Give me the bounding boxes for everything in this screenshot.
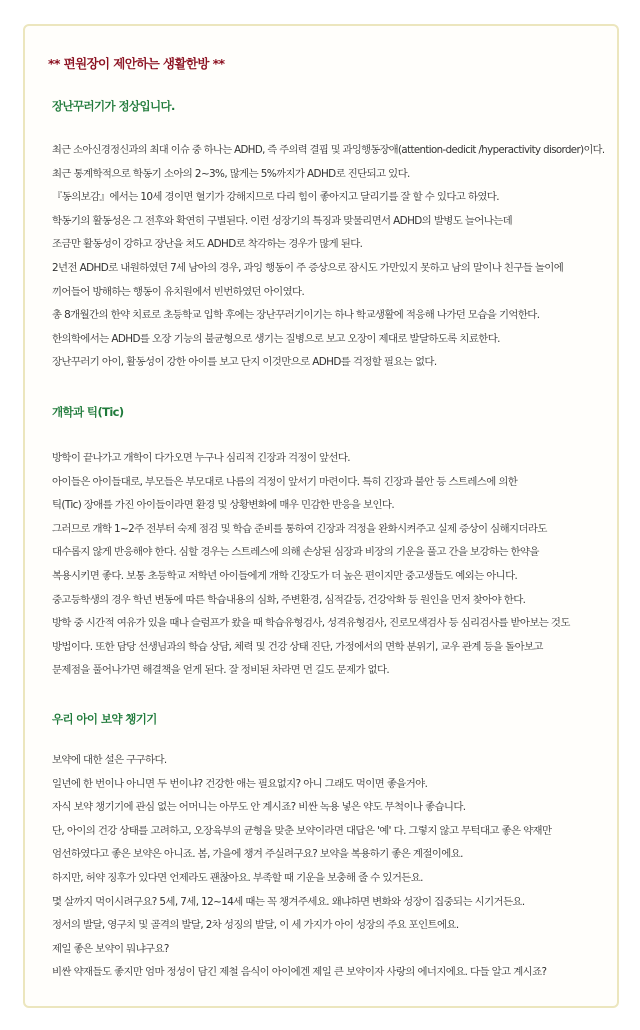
text-line: 조금만 활동성이 강하고 장난을 쳐도 ADHD로 착각하는 경우가 많게 된다. [52,238,363,251]
section-heading-tic: 개학과 틱(Tic) [52,405,124,419]
text-line: 중고등학생의 경우 학년 변동에 따른 학습내용의 심화, 주변환경, 심적갈등, 건강악화 등 원인을 먼저 찾아야 한다. [52,593,526,606]
section-body-adhd [52,139,612,375]
text-line: 총 8개월간의 한약 치료로 초등학교 입학 후에는 장난꾸러기이기는 하나 학교생활에 적응해 나가던 모습을 기억한다. [52,309,540,322]
text-line: 복용시키면 좋다. 보통 초등학교 저학년 아이들에게 개학 긴장도가 더 높은 편이지만 중고생들도 예외는 아니다. [52,569,518,582]
text-line: 제일 좋은 보약이 뭐냐구요? [52,942,169,955]
text-line: 학동기의 활동성은 그 전후와 확연히 구별된다. 이런 성장기의 특징과 맞물리면서 ADHD의 발병도 늘어나는데 [52,214,513,227]
text-line: 정서의 발달, 영구치 및 골격의 발달, 2차 성징의 발달, 이 세 가지가 아이 성장의 주요 포인트에요. [52,919,459,932]
text-line: 아이들은 아이들대로, 부모들은 부모대로 나름의 걱정이 앞서기 마련이다. 특히 긴장과 불안 등 스트레스에 의한 [52,475,518,488]
text-line: 틱(Tic) 장애를 가진 아이들이라면 환경 및 상황변화에 매우 민감한 반응을 보인다. [52,499,395,512]
section-body-tic [52,447,612,683]
text-line: 자식 보약 챙기기에 관심 없는 어머니는 아무도 안 계시죠? 비싼 녹용 넣은 약도 무척이나 좋습니다. [52,801,466,814]
text-line: 방학이 끝나가고 개학이 다가오면 누구나 심리적 긴장과 걱정이 앞선다. [52,452,351,464]
section-heading-tonic: 우리 아이 보약 챙기기 [52,712,157,726]
text-line: 단, 아이의 건강 상태를 고려하고, 오장육부의 균형을 맞춘 보약이라면 대답은 '예' 다. 그렇지 않고 무턱대고 좋은 약재만 [52,824,552,837]
text-line: 한의학에서는 ADHD를 오장 기능의 불균형으로 생기는 질병으로 보고 오장이 제대로 발달하도록 치료한다. [52,332,500,345]
page-title: ** 편원장이 제안하는 생활한방 ** [48,56,225,71]
text-line: 방학 중 시간적 여유가 있을 때나 슬럼프가 왔을 때 학습유형검사, 성격유형검사, 진로모색검사 등 심리검사를 받아보는 것도 [52,617,570,630]
text-line: 방법이다. 또한 담당 선생님과의 학습 상담, 체력 및 건강 상태 진단, 가정에서의 면학 분위기, 교우 관계 등을 돌아보고 [52,640,543,653]
text-line: 대수롭지 않게 반응해야 한다. 심할 경우는 스트레스에 의해 손상된 심장과 비장의 기운을 풀고 간을 보강하는 한약을 [52,546,539,559]
text-line: 최근 소아신경정신과의 최대 이슈 중 하나는 ADHD, 즉 주의력 결핍 및 과잉행동장애(attention-dedicit /hyperactivity disorder)이다. [52,145,605,156]
text-line: 하지만, 허약 징후가 있다면 언제라도 괜찮아요. 부족할 때 기운을 보충해 줄 수 있거든요. [52,871,423,884]
text-line: 2년전 ADHD로 내원하였던 7세 남아의 경우, 과잉 행동이 주 증상으로 잠시도 가만있지 못하고 남의 말이나 친구들 놀이에 [52,261,564,274]
text-line: 『동의보감』에서는 10세 경이면 혈기가 강해지므로 다리 힘이 좋아지고 달리기를 잘 할 수 있다고 하였다. [52,191,499,204]
section-heading-adhd: 장난꾸러기가 정상입니다. [52,99,175,113]
text-line: 일년에 한 번이나 아니면 두 번이냐? 건강한 애는 필요없지? 아니 그래도 먹이면 좋을거야. [52,777,428,790]
text-line: 최근 통계학적으로 학동기 소아의 2~3%, 많게는 5%까지가 ADHD로 진단되고 있다. [52,167,410,180]
text-line: 엄선하였다고 좋은 보약은 아니죠. 봄, 가을에 챙겨 주실려구요? 보약을 복용하기 좋은 계절이에요. [52,848,463,861]
text-line: 문제점을 풀어나가면 해결책을 얻게 된다. 잘 정비된 차라면 먼 길도 문제가 없다. [52,664,390,677]
text-line: 비싼 약재들도 좋지만 엄마 정성이 담긴 제철 음식이 아이에겐 제일 큰 보약이자 사랑의 에너지에요. 다들 알고 계시죠? [52,966,547,979]
text-line: 그러므로 개학 1~2주 전부터 숙제 점검 및 학습 준비를 통하여 긴장과 걱정을 완화시켜주고 실제 증상이 심해지더라도 [52,522,547,535]
section-body-tonic [52,749,612,985]
text-line: 장난꾸러기 아이, 활동성이 강한 아이를 보고 단지 이것만으로 ADHD를 걱정할 필요는 없다. [52,356,437,369]
text-line: 몇 살까지 먹이시려구요? 5세, 7세, 12~14세 때는 꼭 챙겨주세요. 왜냐하면 변화와 성장이 집중되는 시기거든요. [52,895,525,908]
text-line: 끼어들어 방해하는 행동이 유치원에서 빈번하였던 아이였다. [52,285,305,298]
text-line: 보약에 대한 설은 구구하다. [52,754,167,766]
